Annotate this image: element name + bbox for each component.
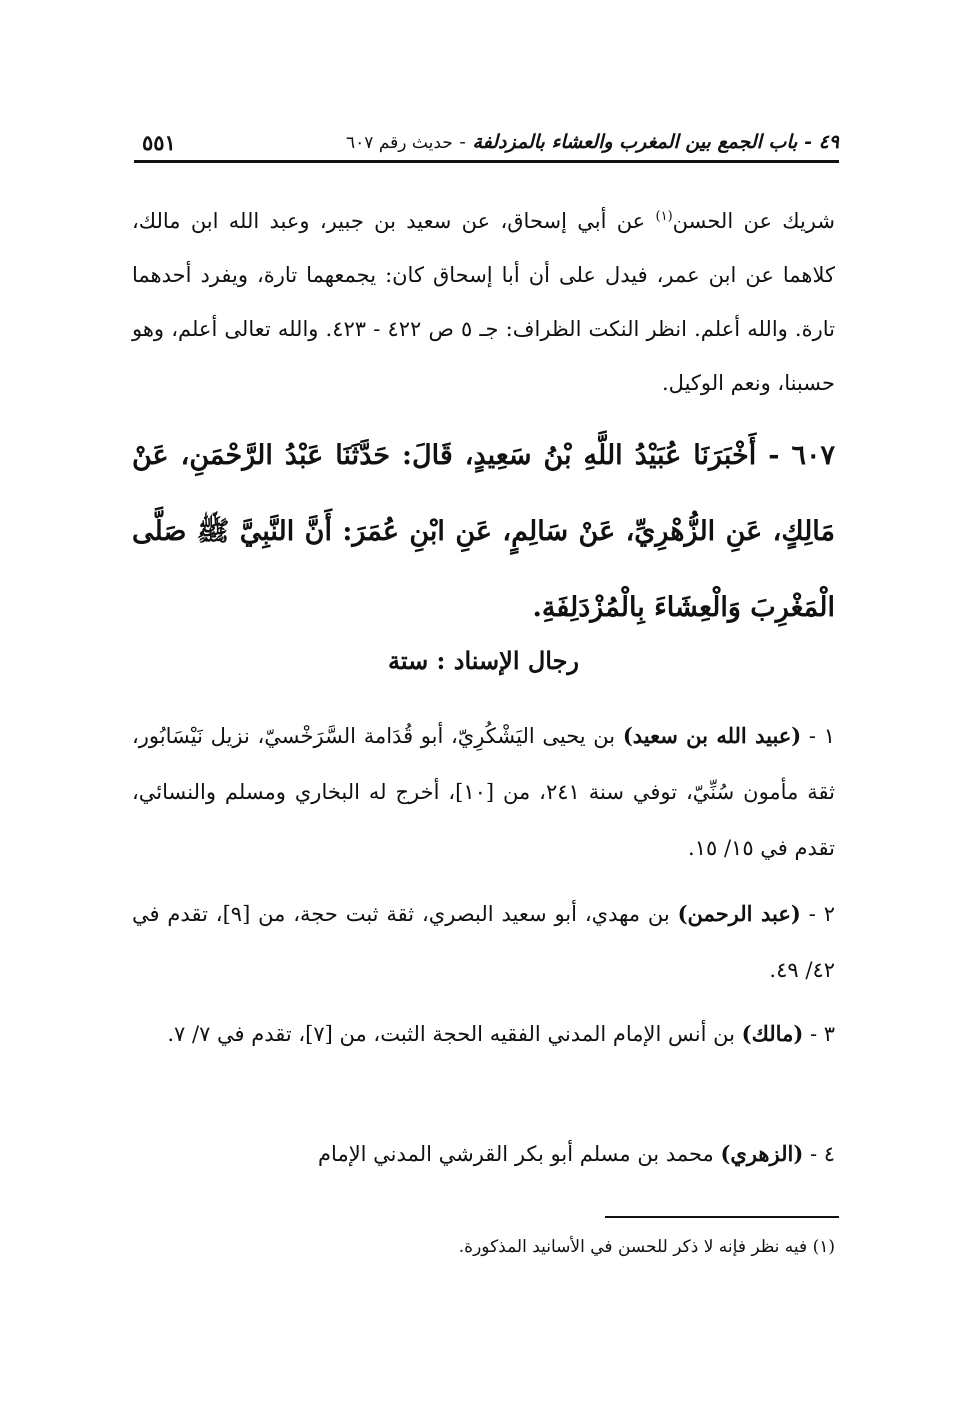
hadith-number: ٦٠٧	[791, 440, 835, 471]
narrator-description: بن يحيى اليَشْكُرِيّ، أبو قُدَامة السَّرَخْسيّ، نزيل نَيْسَابُور، ثقة مأمون سُنِّيّ، توفي سنة ٢٤١، من [١٠]، أخرج له البخاري ومسلم والنسائي، تقدم في ١٥/ ١٥.	[132, 724, 835, 860]
hadith-reference: حديث رقم ٦٠٧	[346, 133, 453, 153]
hadith-dash: -	[756, 440, 792, 471]
narrator-description: بن أنس الإمام المدني الفقيه الحجة الثبت، من [٧]، تقدم في ٧/ ٧.	[167, 1022, 742, 1046]
narrator-name: (عبد الرحمن)	[677, 901, 801, 926]
footnote	[132, 1232, 835, 1262]
narrator-description: محمد بن مسلم أبو بكر القرشي المدني الإمام	[318, 1142, 721, 1166]
chapter-title	[346, 131, 839, 153]
running-header	[134, 122, 839, 162]
continued-paragraph	[132, 190, 835, 410]
narrator-name: (عبيد الله بن سعيد)	[622, 723, 802, 748]
narrator-entry	[132, 886, 835, 998]
hadith-body: أَخْبَرَنَا عُبَيْدُ اللَّهِ بْنُ سَعِيدٍ، قَالَ: حَدَّثَنَا عَبْدُ الرَّحْمَنِ، عَنْ مَالِكٍ، عَنِ الزُّهْرِيِّ، عَنْ سَالِمٍ، عَنِ ابْنِ عُمَرَ: أَنَّ النَّبِيَّ ﷺ صَلَّى الْمَغْرِبَ وَالْعِشَاءَ بِالْمُزْدَلِفَةِ.	[132, 440, 835, 623]
paragraph-text-after-note: عن أبي إسحاق، عن سعيد بن جبير، وعبد الله ابن مالك، كلاهما عن ابن عمر، فيدل على أن أبا إسحاق كان: يجمعهما تارة، ويفرد أحدهما تارة. والله أعلم. انظر النكت الظراف: جـ ٥ ص ٤٢٢ - ٤٢٣. والله تعالى أعلم، وهو حسبنا، ونعم الوكيل.	[132, 209, 835, 395]
section-heading: رجال الإسناد : ستة	[387, 646, 580, 675]
narrator-entry	[132, 1006, 835, 1062]
narrator-entry	[132, 1126, 835, 1182]
narrator-description: بن مهدي، أبو سعيد البصري، ثقة ثبت حجة، من [٩]، تقدم في ٤٢/ ٤٩.	[132, 902, 835, 982]
narrator-number: ١ -	[801, 724, 835, 748]
footnote-number: (١)	[812, 1237, 835, 1257]
footnote-rule	[605, 1216, 839, 1218]
narrator-number: ٤ -	[803, 1142, 835, 1166]
footnote-reference[interactable]: (١)	[655, 209, 673, 224]
narrator-name: (الزهري)	[720, 1141, 804, 1166]
footnote-text: فيه نظر فإنه لا ذكر للحسن في الأسانيد المذكورة.	[458, 1237, 813, 1257]
page-number: ٥٥١	[142, 129, 176, 155]
narrator-name: (مالك)	[741, 1021, 804, 1046]
narrator-number: ٣ -	[803, 1022, 835, 1046]
hadith-text	[132, 418, 835, 646]
paragraph-text-before-note: شريك عن الحسن	[672, 209, 835, 233]
chapter-title-text: ٤٩ - باب الجمع بين المغرب والعشاء بالمزدلفة	[472, 131, 839, 153]
narrator-number: ٢ -	[800, 902, 835, 926]
header-separator: -	[459, 131, 466, 153]
header-rule	[134, 160, 839, 163]
narrator-entry	[132, 708, 835, 876]
